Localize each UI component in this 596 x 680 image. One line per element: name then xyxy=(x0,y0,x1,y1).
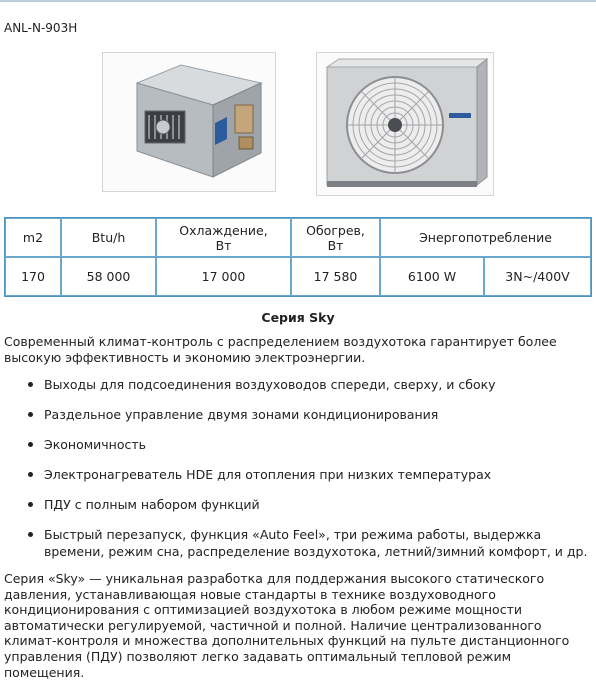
top-divider xyxy=(0,0,596,2)
list-item: Экономичность xyxy=(0,436,590,453)
intro-paragraph: Современный климат-контроль с распределением воздухотока гарантирует более высокую эффективность и экономию электроэнергии. xyxy=(4,334,557,365)
model-code: ANL-N-903H xyxy=(4,21,78,35)
header-area: m2 xyxy=(5,218,61,257)
specs-value-row xyxy=(5,257,591,296)
header-power-consumption: Энергопотребление xyxy=(380,218,591,257)
list-item: Быстрый перезапуск, функция «Auto Feel», три режима работы, выдержка времени, режим сна, распределение воздухотока, летний/зимний комфорт, и др. xyxy=(0,526,590,560)
list-item: ПДУ с полным набором функций xyxy=(0,496,590,513)
specs-header-row xyxy=(5,218,591,257)
outdoor-unit-image xyxy=(316,52,494,196)
header-cooling: Охлаждение, Вт xyxy=(156,218,291,257)
header-btu: Btu/h xyxy=(61,218,156,257)
value-power: 6100 W xyxy=(380,257,484,296)
value-area: 170 xyxy=(5,257,61,296)
series-title: Серия Sky xyxy=(261,310,335,325)
list-item: Выходы для подсоединения воздуховодов спереди, сверху, и сбоку xyxy=(0,376,590,393)
outro-paragraph: Серия «Sky» — уникальная разработка для поддержания высокого статического давления, устанавливающая новые стандарты в технике воздуховодного кондиционирования с оптимизацией воздухотока в любом режиме мощности автоматически регулируемой, частичной и полной. Наличие централизованного климат-контроля и множества дополнительных функций на пульте дистанционного управления (ПДУ) позволяют легко задавать оптимальный тепловой режим помещения. xyxy=(4,571,570,680)
indoor-unit-image xyxy=(102,52,276,192)
specs-table xyxy=(4,217,592,297)
list-item: Раздельное управление двумя зонами кондиционирования xyxy=(0,406,590,423)
list-item: Электронагреватель HDE для отопления при низких температурах xyxy=(0,466,590,483)
value-supply: 3N~/400V xyxy=(484,257,591,296)
value-cooling: 17 000 xyxy=(156,257,291,296)
value-heating: 17 580 xyxy=(291,257,380,296)
value-btu: 58 000 xyxy=(61,257,156,296)
header-heating: Обогрев, Вт xyxy=(291,218,380,257)
feature-list xyxy=(0,376,590,573)
